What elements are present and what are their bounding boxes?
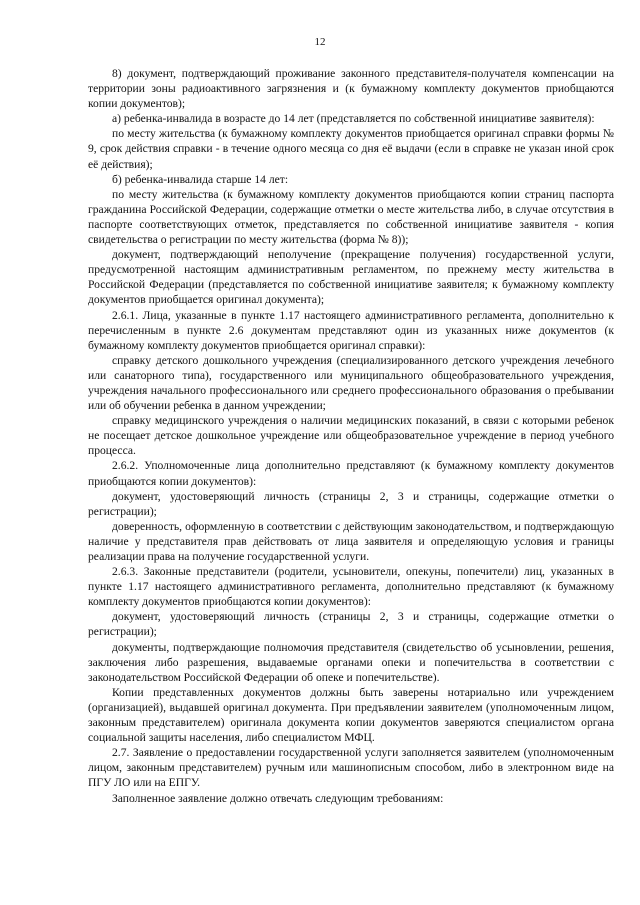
paragraph-form-9-certificate: по месту жительства (к бумажному комплекту документов приобщается оригинал справки формы № 9, срок действия справки - в течение одного месяца со дня её выдачи (если в справке не указан иной срок её действия); [88,127,614,171]
paragraph-2-6-2: 2.6.2. Уполномоченные лица дополнительно представляют (к бумажному комплекту документов приобщаются копии документов): [88,459,614,488]
page-number: 12 [314,36,326,48]
paragraph-2-7: 2.7. Заявление о предоставлении государственной услуги заполняется заявителем (уполномоченным лицом, законным представителем) ручным или машинописным способом, либо в электронном виде на ПГУ ЛО или на ЕПГУ. [88,746,614,790]
paragraph-power-of-attorney: доверенность, оформленную в соответствии с действующим законодательством, и подтверждающую наличие у представителя прав действовать от лица заявителя и определяющую условия и границы реализации права на получение государственной услуги. [88,519,614,563]
paragraph-child-under-14: а) ребенка-инвалида в возрасте до 14 лет (представляется по собственной инициативе заявителя): [112,112,595,126]
paragraph-certified-copies: Копии представленных документов должны быть заверены нотариально или учреждением (организацией), выдавшей оригинал документа. При предъявлении заявителем (уполномоченным лицом, законным представителем) оригинала документа копии документов заверяются специалистом органа социальной защиты населения, либо специалистом МФЦ. [88,685,614,745]
paragraph-2-6-3: 2.6.3. Законные представители (родители, усыновители, опекуны, попечители) лиц, указанных в пункте 1.17 настоящего административного регламента, дополнительно представляют (к бумажному комплекту документов приобщаются копии документов): [88,565,614,609]
paragraph-medical-certificate: справку медицинского учреждения о наличии медицинских показаний, в связи с которыми ребенок не посещает детское дошкольное учреждение или общеобразовательное учреждение в период учебного процесса. [88,414,614,458]
paragraph-2-6-1: 2.6.1. Лица, указанные в пункте 1.17 настоящего административного регламента, дополнительно к перечисленным в пункте 2.6 документам представляют один из указанных ниже документов (к бумажному комплекту документов приобщается оригинал справки): [88,308,614,352]
paragraph-child-over-14: б) ребенка-инвалида старше 14 лет: [112,172,289,186]
paragraph-preschool-certificate: справку детского дошкольного учреждения (специализированного детского учреждения лечебного или санаторного типа), государственного или муниципального общеобразовательного учреждения, учреждения начального профессионального или среднего профессионального образования о пребывании или об обучении ребенка в данном учреждении; [88,353,614,413]
paragraph-authority-documents: документы, подтверждающие полномочия представителя (свидетельство об усыновлении, решения, заключения либо разрешения, выдаваемые органами опеки и попечительства в соответствии с законодательством Российской Федерации об опеке и попечительстве). [88,640,614,684]
paragraph-identity-document-1: документ, удостоверяющий личность (страницы 2, 3 и страницы, содержащие отметки о регистрации); [88,489,614,518]
paragraph-non-receipt-document: документ, подтверждающий неполучение (прекращение получения) государственной услуги, предусмотренной настоящим административным регламентом, по прежнему месту жительства в Российской Федерации (представляется по собственной инициативе заявителя; к бумажному комплекту документов приобщается оригинал документа); [88,248,614,307]
paragraph-identity-document-2: документ, удостоверяющий личность (страницы 2, 3 и страницы, содержащие отметки о регистрации); [88,610,614,639]
paragraph-8-residence-proof: 8) документ, подтверждающий проживание законного представителя-получателя компенсации на территории зоны радиоактивного загрязнения и (к бумажному комплекту документов приобщаются копии документов); [88,67,614,111]
paragraph-requirements-intro: Заполненное заявление должно отвечать следующим требованиям: [112,791,444,805]
paragraph-passport-copies: по месту жительства (к бумажному комплекту документов приобщаются копии страниц паспорта гражданина Российской Федерации, содержащие отметки о месте жительства либо, в случае отсутствия в паспорте соответствующих отметок, представляется по собственной инициативе заявителя - копия свидетельства о регистрации по месту жительства (форма № 8)); [88,187,614,247]
document-body [88,66,614,806]
